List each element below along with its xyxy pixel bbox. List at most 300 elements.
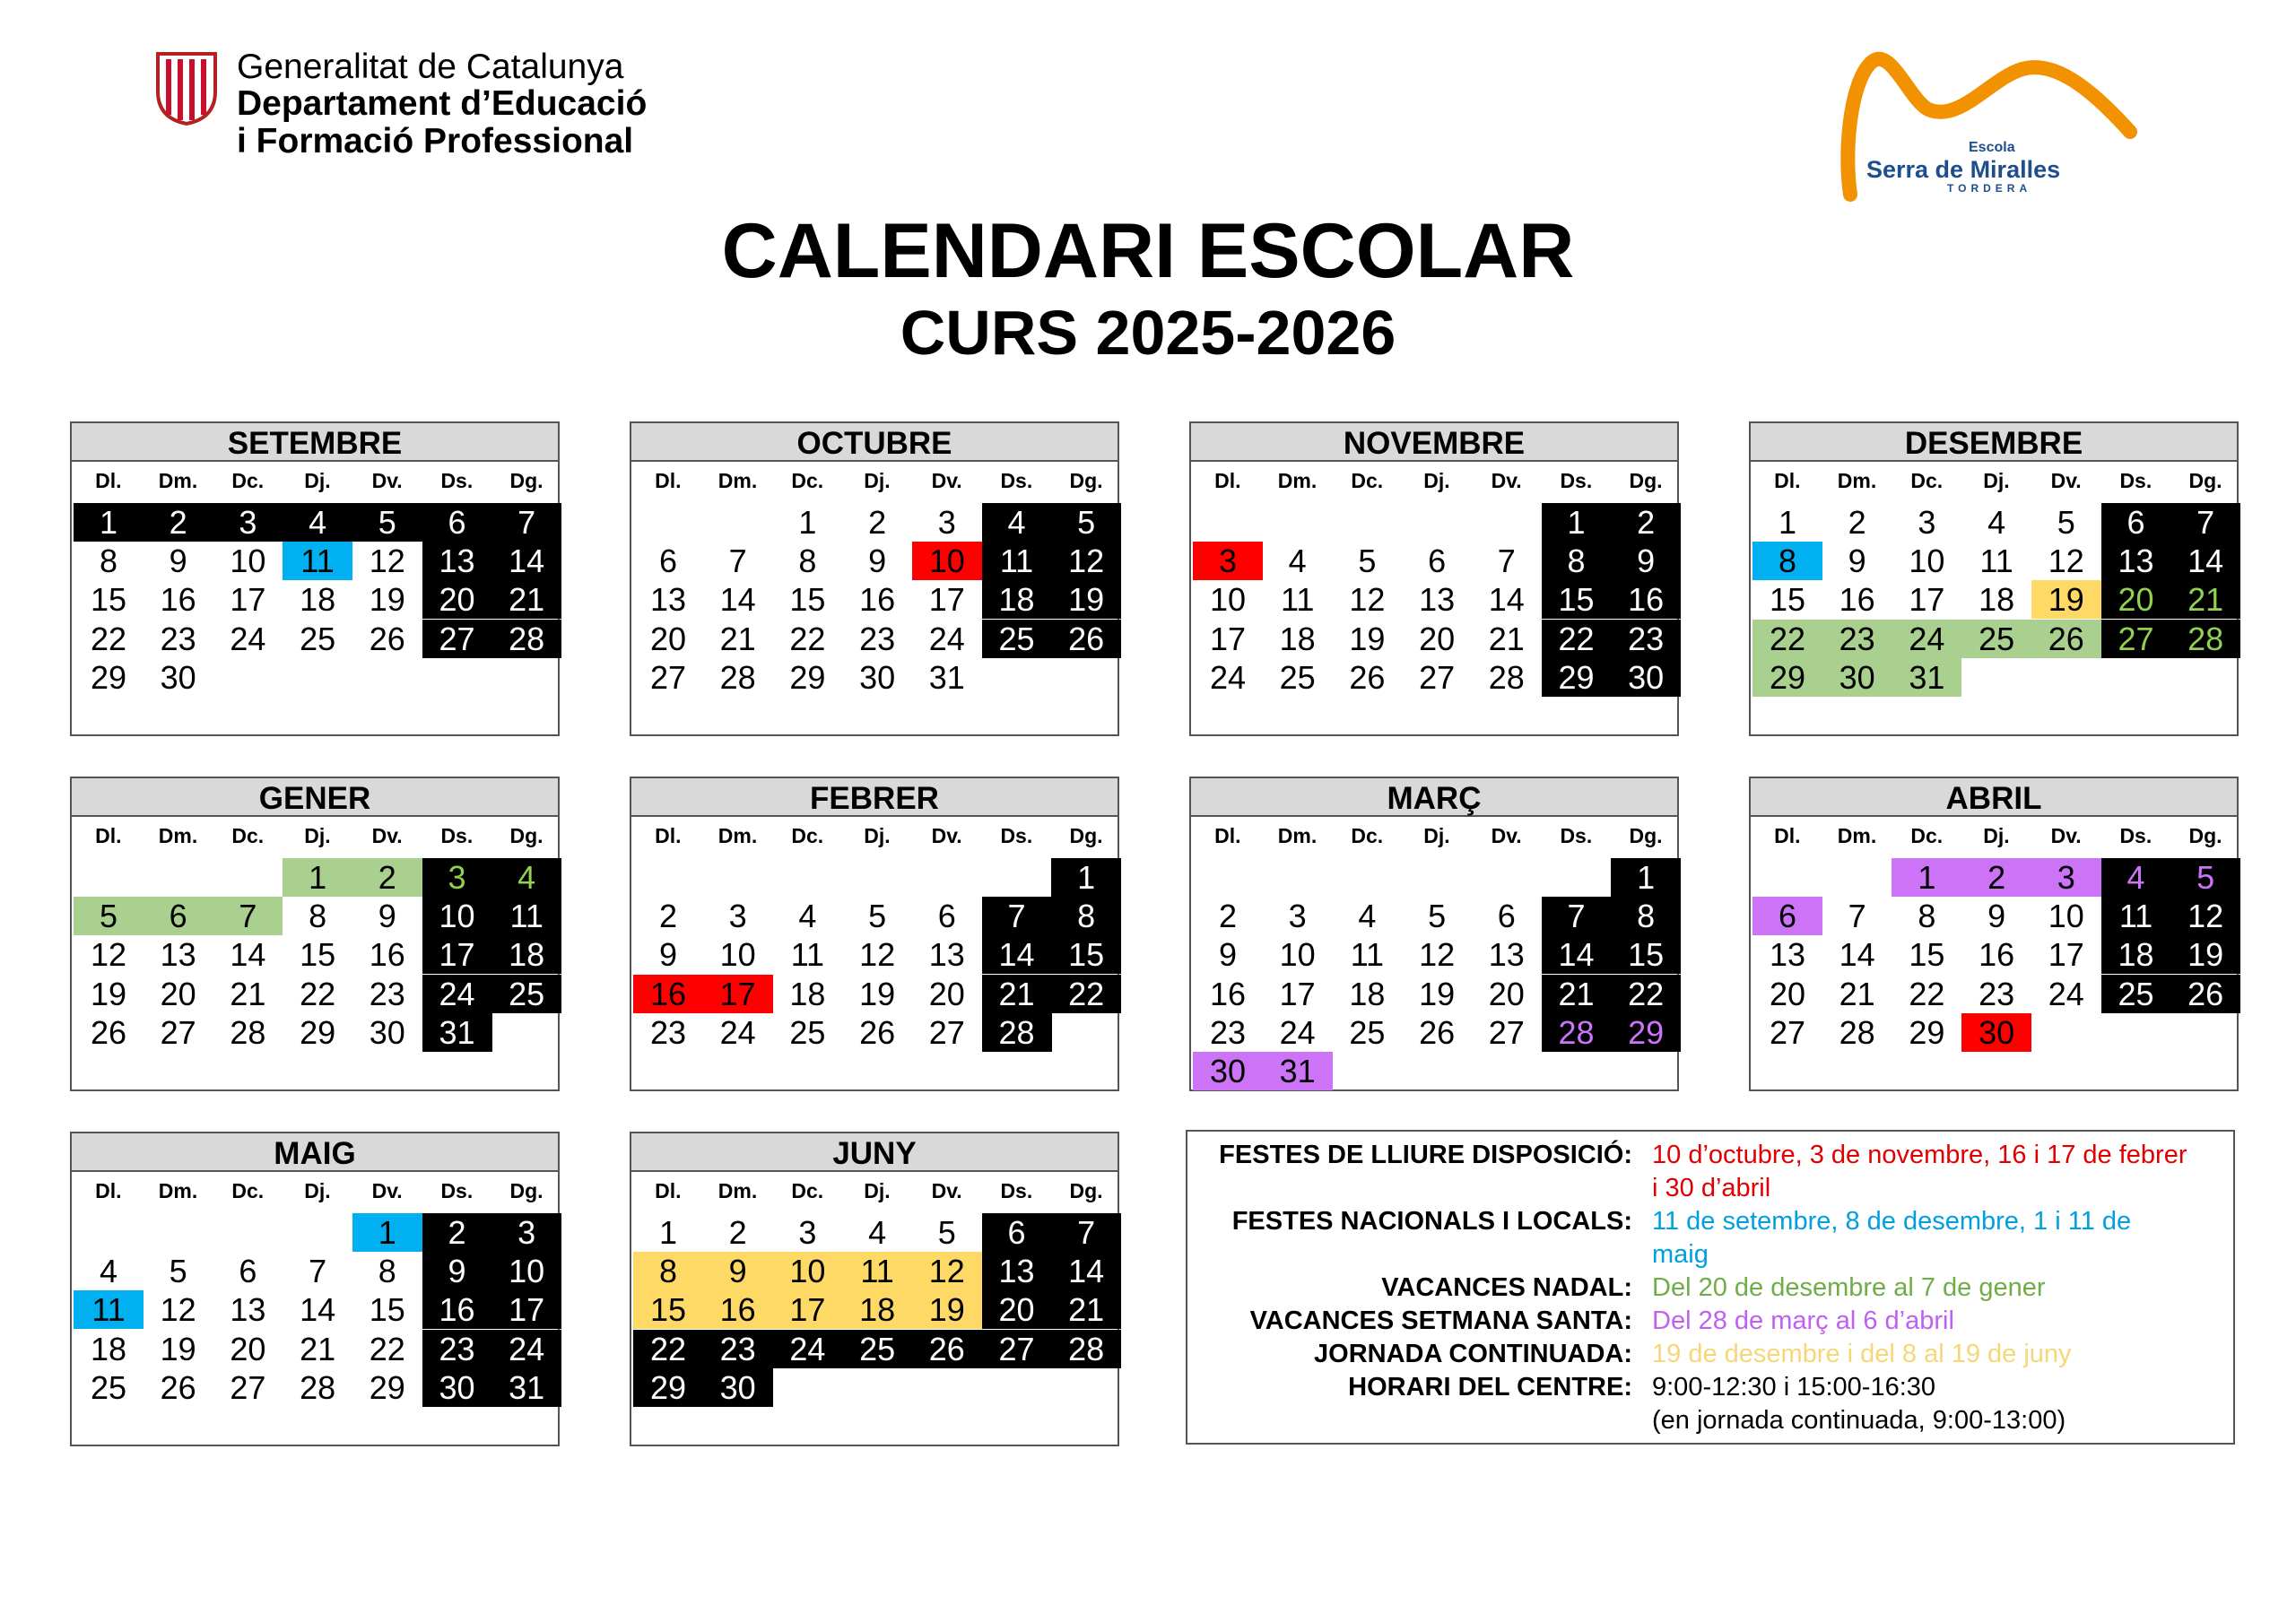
- weekday-label: Dg.: [1629, 469, 1663, 492]
- day-cell: 11: [842, 1252, 912, 1290]
- day-cell: 22: [1611, 975, 1681, 1013]
- month-title: NOVEMBRE: [1191, 423, 1677, 462]
- day-cell: 2: [728, 1214, 747, 1251]
- weekday-label: Dm.: [718, 1179, 758, 1202]
- day-cell: 17: [1279, 975, 1316, 1012]
- day-cell: 7: [309, 1253, 327, 1290]
- weekday-label: Dl.: [655, 1179, 682, 1202]
- day-cell: 14: [719, 581, 756, 619]
- day-cell: 1: [283, 858, 352, 897]
- weekday-label: Dv.: [931, 1179, 962, 1202]
- day-cell: 29: [1752, 658, 1822, 697]
- day-cell: 16: [1209, 975, 1247, 1012]
- day-cell: 18: [491, 935, 561, 974]
- weekday-label: Dc.: [231, 1179, 265, 1202]
- day-cell: 11: [2101, 897, 2171, 935]
- weekday-label: Dl.: [655, 469, 682, 492]
- day-cell: 17: [772, 1290, 842, 1329]
- day-cell: 12: [90, 936, 127, 974]
- weekday-label: Dm.: [1277, 469, 1318, 492]
- day-cell: 15: [1611, 935, 1681, 974]
- day-cell: 20: [230, 1330, 266, 1367]
- day-cell: 9: [658, 936, 678, 974]
- day-cell: 15: [633, 1290, 703, 1329]
- day-cell: 4: [1987, 504, 2006, 541]
- weekday-label: Dl.: [95, 1179, 122, 1202]
- day-cell: 29: [1542, 658, 1612, 697]
- weekday-label: Ds.: [440, 469, 474, 492]
- day-cell: 28: [1488, 658, 1525, 696]
- page-title: CALENDARI ESCOLAR: [721, 208, 1575, 294]
- weekday-header: [1193, 820, 1679, 852]
- day-cell: 3: [1288, 898, 1307, 935]
- day-cell: 6: [1497, 898, 1516, 935]
- day-cell: 12: [2048, 542, 2084, 580]
- day-cell: 9: [1218, 936, 1238, 974]
- day-cell: 3: [422, 858, 492, 897]
- day-cell: 26: [1419, 1013, 1456, 1051]
- day-cell: 8: [633, 1252, 703, 1290]
- weekday-label: Dc.: [1910, 469, 1944, 492]
- day-cell: 2: [1611, 503, 1681, 542]
- month-title: JUNY: [631, 1133, 1118, 1172]
- weekday-label: Dl.: [1214, 469, 1241, 492]
- weekday-label: Dl.: [655, 824, 682, 847]
- day-cell: 30: [1961, 1013, 2031, 1052]
- day-cell: 26: [1051, 620, 1121, 658]
- day-cell: 11: [982, 542, 1052, 580]
- day-cell: 17: [1909, 581, 1945, 619]
- day-cell: 5: [2170, 858, 2240, 897]
- legend-label: VACANCES NADAL:: [1381, 1273, 1632, 1302]
- day-cell: 31: [1263, 1052, 1333, 1090]
- day-cell: 21: [1488, 620, 1525, 657]
- weekday-label: Ds.: [1000, 469, 1033, 492]
- month-title: GENER: [72, 778, 558, 817]
- weekday-label: Ds.: [2119, 469, 2152, 492]
- day-cell: 20: [1419, 620, 1456, 657]
- day-cell: 26: [2031, 620, 2101, 658]
- legend-label: JORNADA CONTINUADA:: [1314, 1340, 1632, 1368]
- day-cell: 2: [1848, 504, 1866, 541]
- day-cell: 7: [491, 503, 561, 542]
- day-cell: 16: [1979, 936, 2015, 974]
- day-cell: 6: [658, 542, 678, 580]
- day-cell: 26: [912, 1330, 982, 1368]
- day-cell: 9: [378, 898, 396, 935]
- day-cell: 7: [982, 897, 1052, 935]
- day-cell: 30: [1193, 1052, 1263, 1090]
- day-cell: 7: [2170, 503, 2240, 542]
- day-cell: 6: [1428, 542, 1447, 580]
- legend-value: 10 d’octubre, 3 de novembre, 16 i 17 de febrer i 30 d’abril: [1652, 1141, 2187, 1202]
- weekday-label: Dj.: [304, 1179, 331, 1202]
- day-cell: 5: [352, 503, 422, 542]
- day-cell: 23: [1209, 1013, 1247, 1051]
- weekday-header: [74, 820, 560, 852]
- day-cell: 29: [90, 658, 127, 696]
- day-cell: 10: [1209, 581, 1247, 619]
- weekday-header: [1752, 464, 2239, 497]
- day-cell: 12: [369, 542, 405, 580]
- day-cell: 23: [1822, 620, 1892, 658]
- day-cell: 23: [1611, 620, 1681, 658]
- day-cell: 1: [658, 1214, 678, 1251]
- weekday-label: Ds.: [2119, 824, 2152, 847]
- day-cell: 11: [74, 1290, 144, 1329]
- day-cell: 29: [300, 1013, 336, 1051]
- weekday-label: Dm.: [1837, 824, 1877, 847]
- day-cell: 5: [937, 1214, 956, 1251]
- day-cell: 3: [213, 503, 283, 542]
- day-cell: 11: [491, 897, 561, 935]
- day-cell: 3: [491, 1213, 561, 1252]
- day-cell: 30: [1611, 658, 1681, 697]
- day-cell: 7: [1497, 542, 1516, 580]
- day-cell: 26: [369, 620, 405, 657]
- day-cell: 16: [859, 581, 896, 619]
- day-cell: 10: [772, 1252, 842, 1290]
- weekday-label: Dl.: [1774, 824, 1801, 847]
- weekday-label: Dg.: [1629, 824, 1663, 847]
- day-cell: 18: [2101, 935, 2171, 974]
- day-cell: 7: [1848, 898, 1866, 935]
- day-cell: 18: [1279, 620, 1316, 657]
- day-cell: 30: [422, 1368, 492, 1407]
- day-cell: 31: [422, 1013, 492, 1052]
- day-cell: 16: [422, 1290, 492, 1329]
- day-cell: 10: [1279, 936, 1316, 974]
- day-cell: 24: [1209, 658, 1247, 696]
- day-cell: 23: [859, 620, 896, 657]
- day-cell: 22: [1752, 620, 1822, 658]
- day-cell: 12: [1419, 936, 1456, 974]
- day-cell: 12: [859, 936, 896, 974]
- day-cell: 17: [2048, 936, 2084, 974]
- day-cell: 28: [2170, 620, 2240, 658]
- day-cell: 22: [300, 975, 336, 1012]
- day-cell: 28: [491, 620, 561, 658]
- day-cell: 8: [99, 542, 118, 580]
- day-cell: 3: [1193, 542, 1263, 580]
- weekday-header: [633, 464, 1119, 497]
- day-cell: 8: [1542, 542, 1612, 580]
- day-cell: 27: [160, 1013, 196, 1051]
- legend: [1186, 1130, 2235, 1445]
- weekday-label: Dv.: [371, 469, 403, 492]
- legend-value: Del 28 de març al 6 d’abril: [1652, 1306, 1954, 1335]
- month-3: [1189, 421, 1679, 736]
- weekday-label: Dl.: [1774, 469, 1801, 492]
- weekday-header: [74, 464, 560, 497]
- day-cell: 22: [1542, 620, 1612, 658]
- day-cell: 21: [2170, 580, 2240, 619]
- generalitat-name: Generalitat de Catalunya: [237, 48, 624, 86]
- weekday-header: [1193, 464, 1679, 497]
- day-cell: 1: [74, 503, 144, 542]
- day-cell: 13: [649, 581, 687, 619]
- day-cell: 3: [798, 1214, 817, 1251]
- day-cell: 4: [283, 503, 352, 542]
- weekday-label: Dv.: [1491, 824, 1522, 847]
- weekday-label: Dm.: [718, 824, 758, 847]
- day-cell: 29: [789, 658, 826, 696]
- weekday-label: Dg.: [509, 469, 544, 492]
- day-cell: 24: [422, 975, 492, 1013]
- day-cell: 18: [789, 975, 826, 1012]
- day-cell: 10: [422, 897, 492, 935]
- weekday-label: Dl.: [1214, 824, 1241, 847]
- day-cell: 27: [1488, 1013, 1525, 1051]
- day-cell: 12: [1349, 581, 1386, 619]
- day-cell: 27: [1769, 1013, 1806, 1051]
- weekday-label: Dj.: [304, 824, 331, 847]
- day-cell: 10: [2048, 898, 2084, 935]
- day-cell: 17: [703, 975, 773, 1013]
- day-cell: 23: [160, 620, 196, 657]
- day-cell: 9: [1987, 898, 2006, 935]
- day-cell: 16: [633, 975, 703, 1013]
- weekday-label: Dg.: [509, 1179, 544, 1202]
- day-cell: 28: [1051, 1330, 1121, 1368]
- school-logo: [1834, 47, 2144, 204]
- day-cell: 20: [1488, 975, 1525, 1012]
- day-cell: 6: [2101, 503, 2171, 542]
- day-cell: 13: [982, 1252, 1052, 1290]
- day-cell: 1: [1778, 504, 1797, 541]
- day-cell: 14: [982, 935, 1052, 974]
- generalitat-logo: [154, 48, 692, 165]
- day-cell: 29: [1611, 1013, 1681, 1052]
- day-cell: 14: [1839, 936, 1875, 974]
- day-cell: 27: [982, 1330, 1052, 1368]
- day-cell: 8: [309, 898, 327, 935]
- catalan-shield-icon: [154, 50, 219, 126]
- day-cell: 23: [649, 1013, 687, 1051]
- day-cell: 8: [1611, 897, 1681, 935]
- weekday-label: Dm.: [1837, 469, 1877, 492]
- day-cell: 14: [230, 936, 266, 974]
- day-cell: 7: [1542, 897, 1612, 935]
- day-cell: 3: [937, 504, 956, 541]
- weekday-label: Dv.: [1491, 469, 1522, 492]
- month-10: [630, 1132, 1119, 1446]
- weekday-label: Dc.: [791, 824, 824, 847]
- day-cell: 27: [1419, 658, 1456, 696]
- day-cell: 6: [1752, 897, 1822, 935]
- day-cell: 18: [300, 581, 336, 619]
- day-cell: 20: [649, 620, 687, 657]
- month-title: DESEMBRE: [1751, 423, 2237, 462]
- day-cell: 22: [1909, 975, 1945, 1012]
- weekday-label: Dm.: [158, 824, 198, 847]
- day-cell: 4: [1288, 542, 1307, 580]
- day-cell: 10: [1909, 542, 1945, 580]
- day-cell: 20: [928, 975, 965, 1012]
- day-cell: 20: [422, 580, 492, 619]
- month-8: [1749, 777, 2239, 1091]
- day-cell: 23: [369, 975, 405, 1012]
- school-town: TORDERA: [1947, 182, 2032, 195]
- page-subtitle: CURS 2025-2026: [900, 298, 1396, 368]
- day-cell: 26: [1349, 658, 1386, 696]
- day-cell: 13: [160, 936, 196, 974]
- day-cell: 17: [928, 581, 965, 619]
- day-cell: 2: [352, 858, 422, 897]
- day-cell: 15: [369, 1291, 405, 1329]
- day-cell: 15: [1542, 580, 1612, 619]
- weekday-label: Dj.: [304, 469, 331, 492]
- legend-label: FESTES NACIONALS I LOCALS:: [1231, 1207, 1632, 1236]
- day-cell: 4: [868, 1214, 887, 1251]
- day-cell: 24: [1892, 620, 1961, 658]
- day-cell: 17: [230, 581, 266, 619]
- day-cell: 22: [789, 620, 826, 657]
- day-cell: 1: [352, 1213, 422, 1252]
- day-cell: 19: [1051, 580, 1121, 619]
- weekday-label: Dm.: [1277, 824, 1318, 847]
- school-label: Escola: [1969, 140, 2015, 155]
- day-cell: 14: [1488, 581, 1525, 619]
- day-cell: 31: [1892, 658, 1961, 697]
- day-cell: 28: [1542, 1013, 1612, 1052]
- day-cell: 17: [1209, 620, 1247, 657]
- day-cell: 21: [230, 975, 266, 1012]
- weekday-label: Dg.: [1069, 1179, 1103, 1202]
- day-cell: 5: [169, 1253, 187, 1290]
- weekday-header: [633, 820, 1119, 852]
- day-cell: 13: [1488, 936, 1525, 974]
- day-cell: 8: [1918, 898, 1936, 935]
- day-cell: 6: [937, 898, 956, 935]
- month-6: [630, 777, 1119, 1091]
- day-cell: 26: [160, 1368, 196, 1406]
- day-cell: 7: [728, 542, 747, 580]
- day-cell: 20: [2101, 580, 2171, 619]
- day-cell: 3: [728, 898, 747, 935]
- weekday-label: Dv.: [371, 824, 403, 847]
- legend-value: 19 de desembre i del 8 al 19 de juny: [1652, 1340, 2072, 1368]
- day-cell: 12: [2170, 897, 2240, 935]
- day-cell: 18: [1349, 975, 1386, 1012]
- day-cell: 16: [1611, 580, 1681, 619]
- day-cell: 27: [422, 620, 492, 658]
- day-cell: 25: [90, 1368, 127, 1406]
- day-cell: 16: [1839, 581, 1875, 619]
- day-cell: 25: [842, 1330, 912, 1368]
- day-cell: 29: [369, 1368, 405, 1406]
- day-cell: 23: [422, 1330, 492, 1368]
- day-cell: 6: [144, 897, 213, 935]
- day-cell: 26: [2170, 975, 2240, 1013]
- day-cell: 1: [1051, 858, 1121, 897]
- day-cell: 18: [90, 1330, 127, 1367]
- legend-value: (en jornada continuada, 9:00-13:00): [1652, 1406, 2066, 1435]
- month-9: [70, 1132, 560, 1446]
- weekday-label: Dc.: [1910, 824, 1944, 847]
- day-cell: 20: [160, 975, 196, 1012]
- day-cell: 5: [1051, 503, 1121, 542]
- weekday-label: Ds.: [1560, 469, 1593, 492]
- weekday-label: Dj.: [1423, 469, 1450, 492]
- day-cell: 30: [703, 1368, 773, 1407]
- day-cell: 28: [230, 1013, 266, 1051]
- legend-label: FESTES DE LLIURE DISPOSICIÓ:: [1219, 1141, 1632, 1169]
- day-cell: 25: [2101, 975, 2171, 1013]
- day-cell: 23: [703, 1330, 773, 1368]
- day-cell: 2: [868, 504, 887, 541]
- day-cell: 5: [868, 898, 887, 935]
- legend-label: VACANCES SETMANA SANTA:: [1249, 1306, 1632, 1335]
- day-cell: 1: [1542, 503, 1612, 542]
- day-cell: 19: [2170, 935, 2240, 974]
- day-cell: 30: [369, 1013, 405, 1051]
- day-cell: 24: [772, 1330, 842, 1368]
- weekday-header: [1752, 820, 2239, 852]
- day-cell: 19: [160, 1330, 196, 1367]
- weekday-label: Ds.: [440, 824, 474, 847]
- day-cell: 13: [422, 542, 492, 580]
- weekday-label: Dv.: [2050, 469, 2082, 492]
- weekday-label: Dg.: [2188, 469, 2222, 492]
- day-cell: 4: [1358, 898, 1377, 935]
- month-title: MAIG: [72, 1133, 558, 1172]
- weekday-label: Dg.: [2188, 824, 2222, 847]
- day-cell: 5: [74, 897, 144, 935]
- legend-value: Del 20 de desembre al 7 de gener: [1652, 1273, 2046, 1302]
- day-cell: 19: [1419, 975, 1456, 1012]
- day-cell: 28: [300, 1368, 336, 1406]
- day-cell: 1: [1611, 858, 1681, 897]
- day-cell: 9: [422, 1252, 492, 1290]
- day-cell: 11: [790, 936, 825, 974]
- weekday-label: Dj.: [1983, 824, 2010, 847]
- weekday-label: Dj.: [1983, 469, 2010, 492]
- month-7: [1189, 777, 1679, 1091]
- day-cell: 24: [719, 1013, 756, 1051]
- weekday-label: Dc.: [791, 1179, 824, 1202]
- day-cell: 13: [928, 936, 965, 974]
- day-cell: 18: [1979, 581, 2015, 619]
- weekday-label: Dj.: [864, 469, 891, 492]
- day-cell: 22: [1051, 975, 1121, 1013]
- weekday-label: Ds.: [440, 1179, 474, 1202]
- day-cell: 24: [491, 1330, 561, 1368]
- day-cell: 15: [789, 581, 826, 619]
- legend-value: 11 de setembre, 8 de desembre, 1 i 11 de maig: [1652, 1207, 2132, 1269]
- day-cell: 1: [1892, 858, 1961, 897]
- day-cell: 5: [2057, 504, 2075, 541]
- day-cell: 13: [230, 1291, 266, 1329]
- day-cell: 21: [1051, 1290, 1121, 1329]
- weekday-label: Dm.: [158, 469, 198, 492]
- weekday-label: Dv.: [371, 1179, 403, 1202]
- legend-value: 9:00-12:30 i 15:00-16:30: [1652, 1373, 1936, 1402]
- school-name: Serra de Miralles: [1866, 156, 2061, 183]
- month-title: FEBRER: [631, 778, 1118, 817]
- weekday-label: Dv.: [2050, 824, 2082, 847]
- weekday-label: Dg.: [509, 824, 544, 847]
- day-cell: 3: [2031, 858, 2101, 897]
- day-cell: 12: [160, 1291, 196, 1329]
- month-4: [1749, 421, 2239, 736]
- weekday-label: Dl.: [95, 469, 122, 492]
- month-title: OCTUBRE: [631, 423, 1118, 462]
- day-cell: 28: [982, 1013, 1052, 1052]
- day-cell: 25: [1279, 658, 1316, 696]
- day-cell: 17: [491, 1290, 561, 1329]
- month-title: ABRIL: [1751, 778, 2237, 817]
